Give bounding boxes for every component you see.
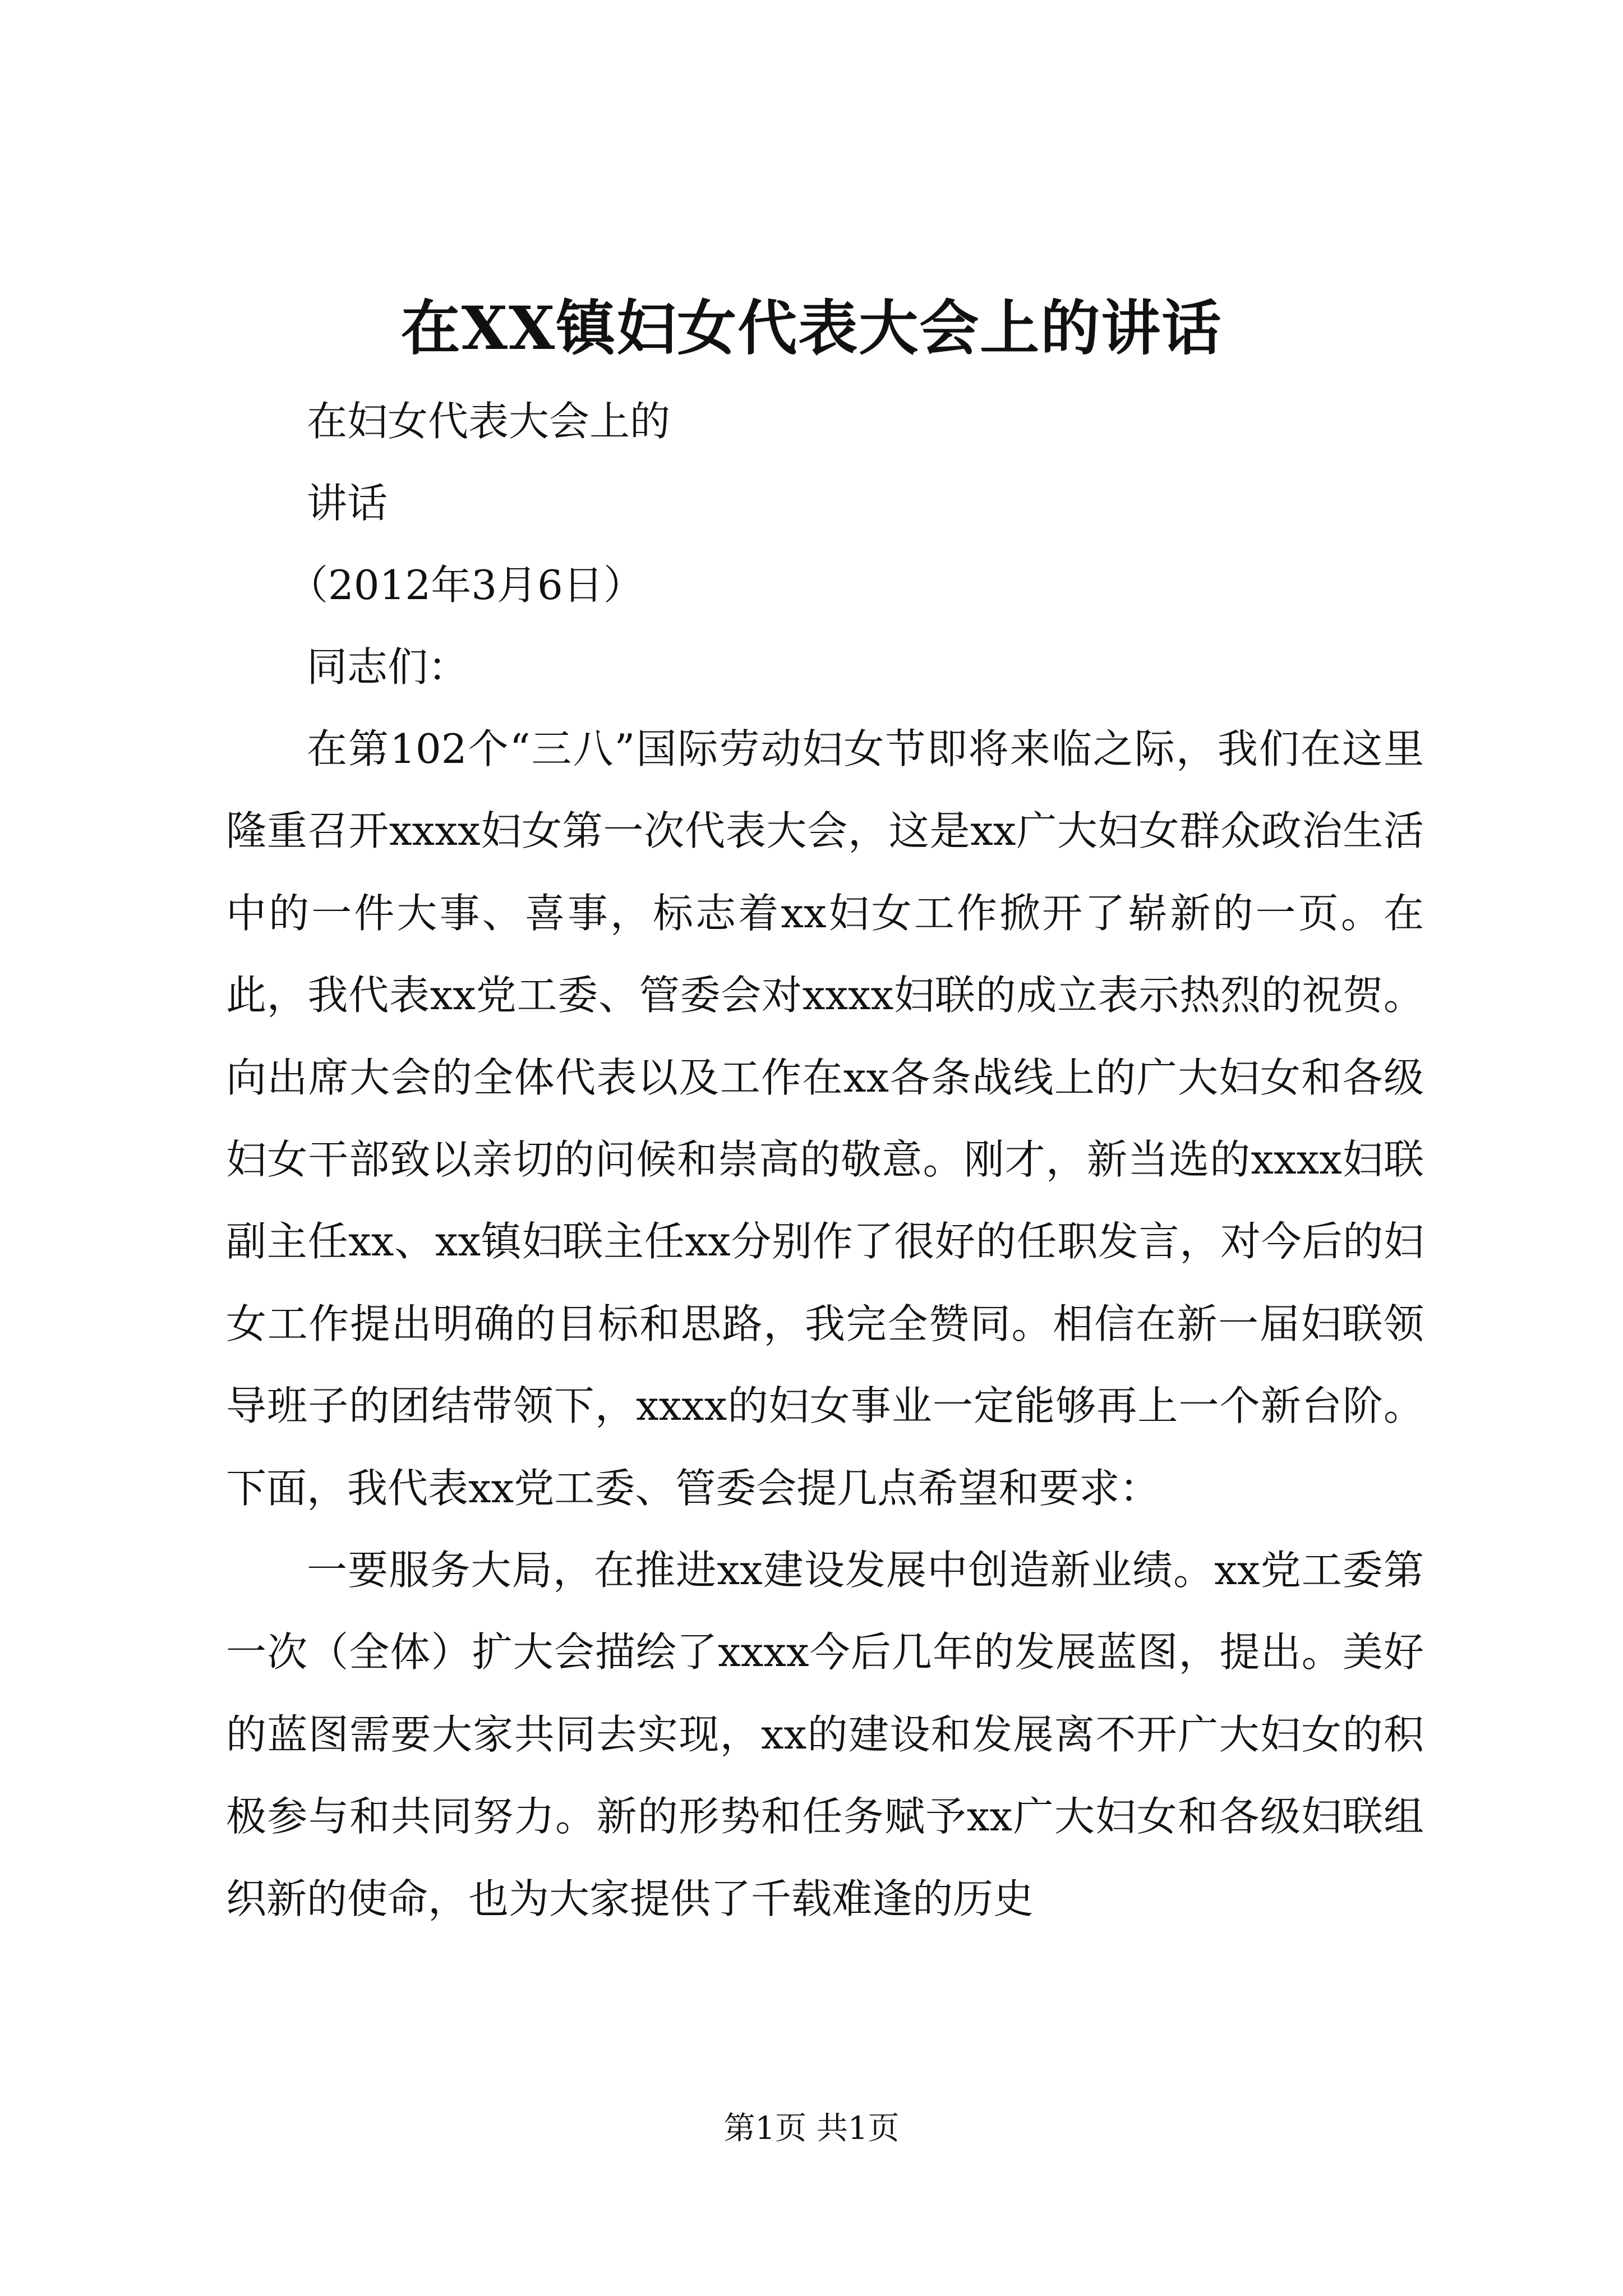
paragraph-opening: 在第102个“三八”国际劳动妇女节即将来临之际，我们在这里隆重召开xxxx妇女第一次代表大会，这是xx广大妇女群众政治生活中的一件大事、喜事，标志着xx妇女工作掀开了崭新的一页。在此，我代表xx党工委、管委会对xxxx妇联的成立表示热烈的祝贺。向出席大会的全体代表以及工作在xx各条战线上的广大妇女和各级妇女干部致以亲切的问候和崇高的敬意。刚才，新当选的xxxx妇联副主任xx、xx镇妇联主任xx分别作了很好的任职发言，对今后的妇女工作提出明确的目标和思路，我完全赞同。相信在新一届妇联领导班子的团结带领下，xxxx的妇女事业一定能够再上一个新台阶。下面，我代表xx党工委、管委会提几点希望和要求： [226, 725, 1424, 1512]
document-body [226, 380, 1424, 1940]
page-footer: 第1页 共1页 [723, 2110, 900, 2147]
salutation: 同志们： [307, 643, 469, 691]
document-title: 在XX镇妇女代表大会上的讲话 [400, 293, 1223, 363]
subtitle-line-2: 讲话 [307, 480, 388, 527]
subtitle-line-1: 在妇女代表大会上的 [307, 398, 671, 445]
paragraph-first-requirement: 一要服务大局，在推进xx建设发展中创造新业绩。xx党工委第一次（全体）扩大会描绘了xxxx今后几年的发展蓝图，提出。美好的蓝图需要大家共同去实现，xx的建设和发展离不开广大妇女的积极参与和共同努力。新的形势和任务赋予xx广大妇女和各级妇联组织新的使命，也为大家提供了千载难逢的历史 [226, 1547, 1424, 1922]
date-line: （2012年3月6日） [288, 562, 644, 609]
